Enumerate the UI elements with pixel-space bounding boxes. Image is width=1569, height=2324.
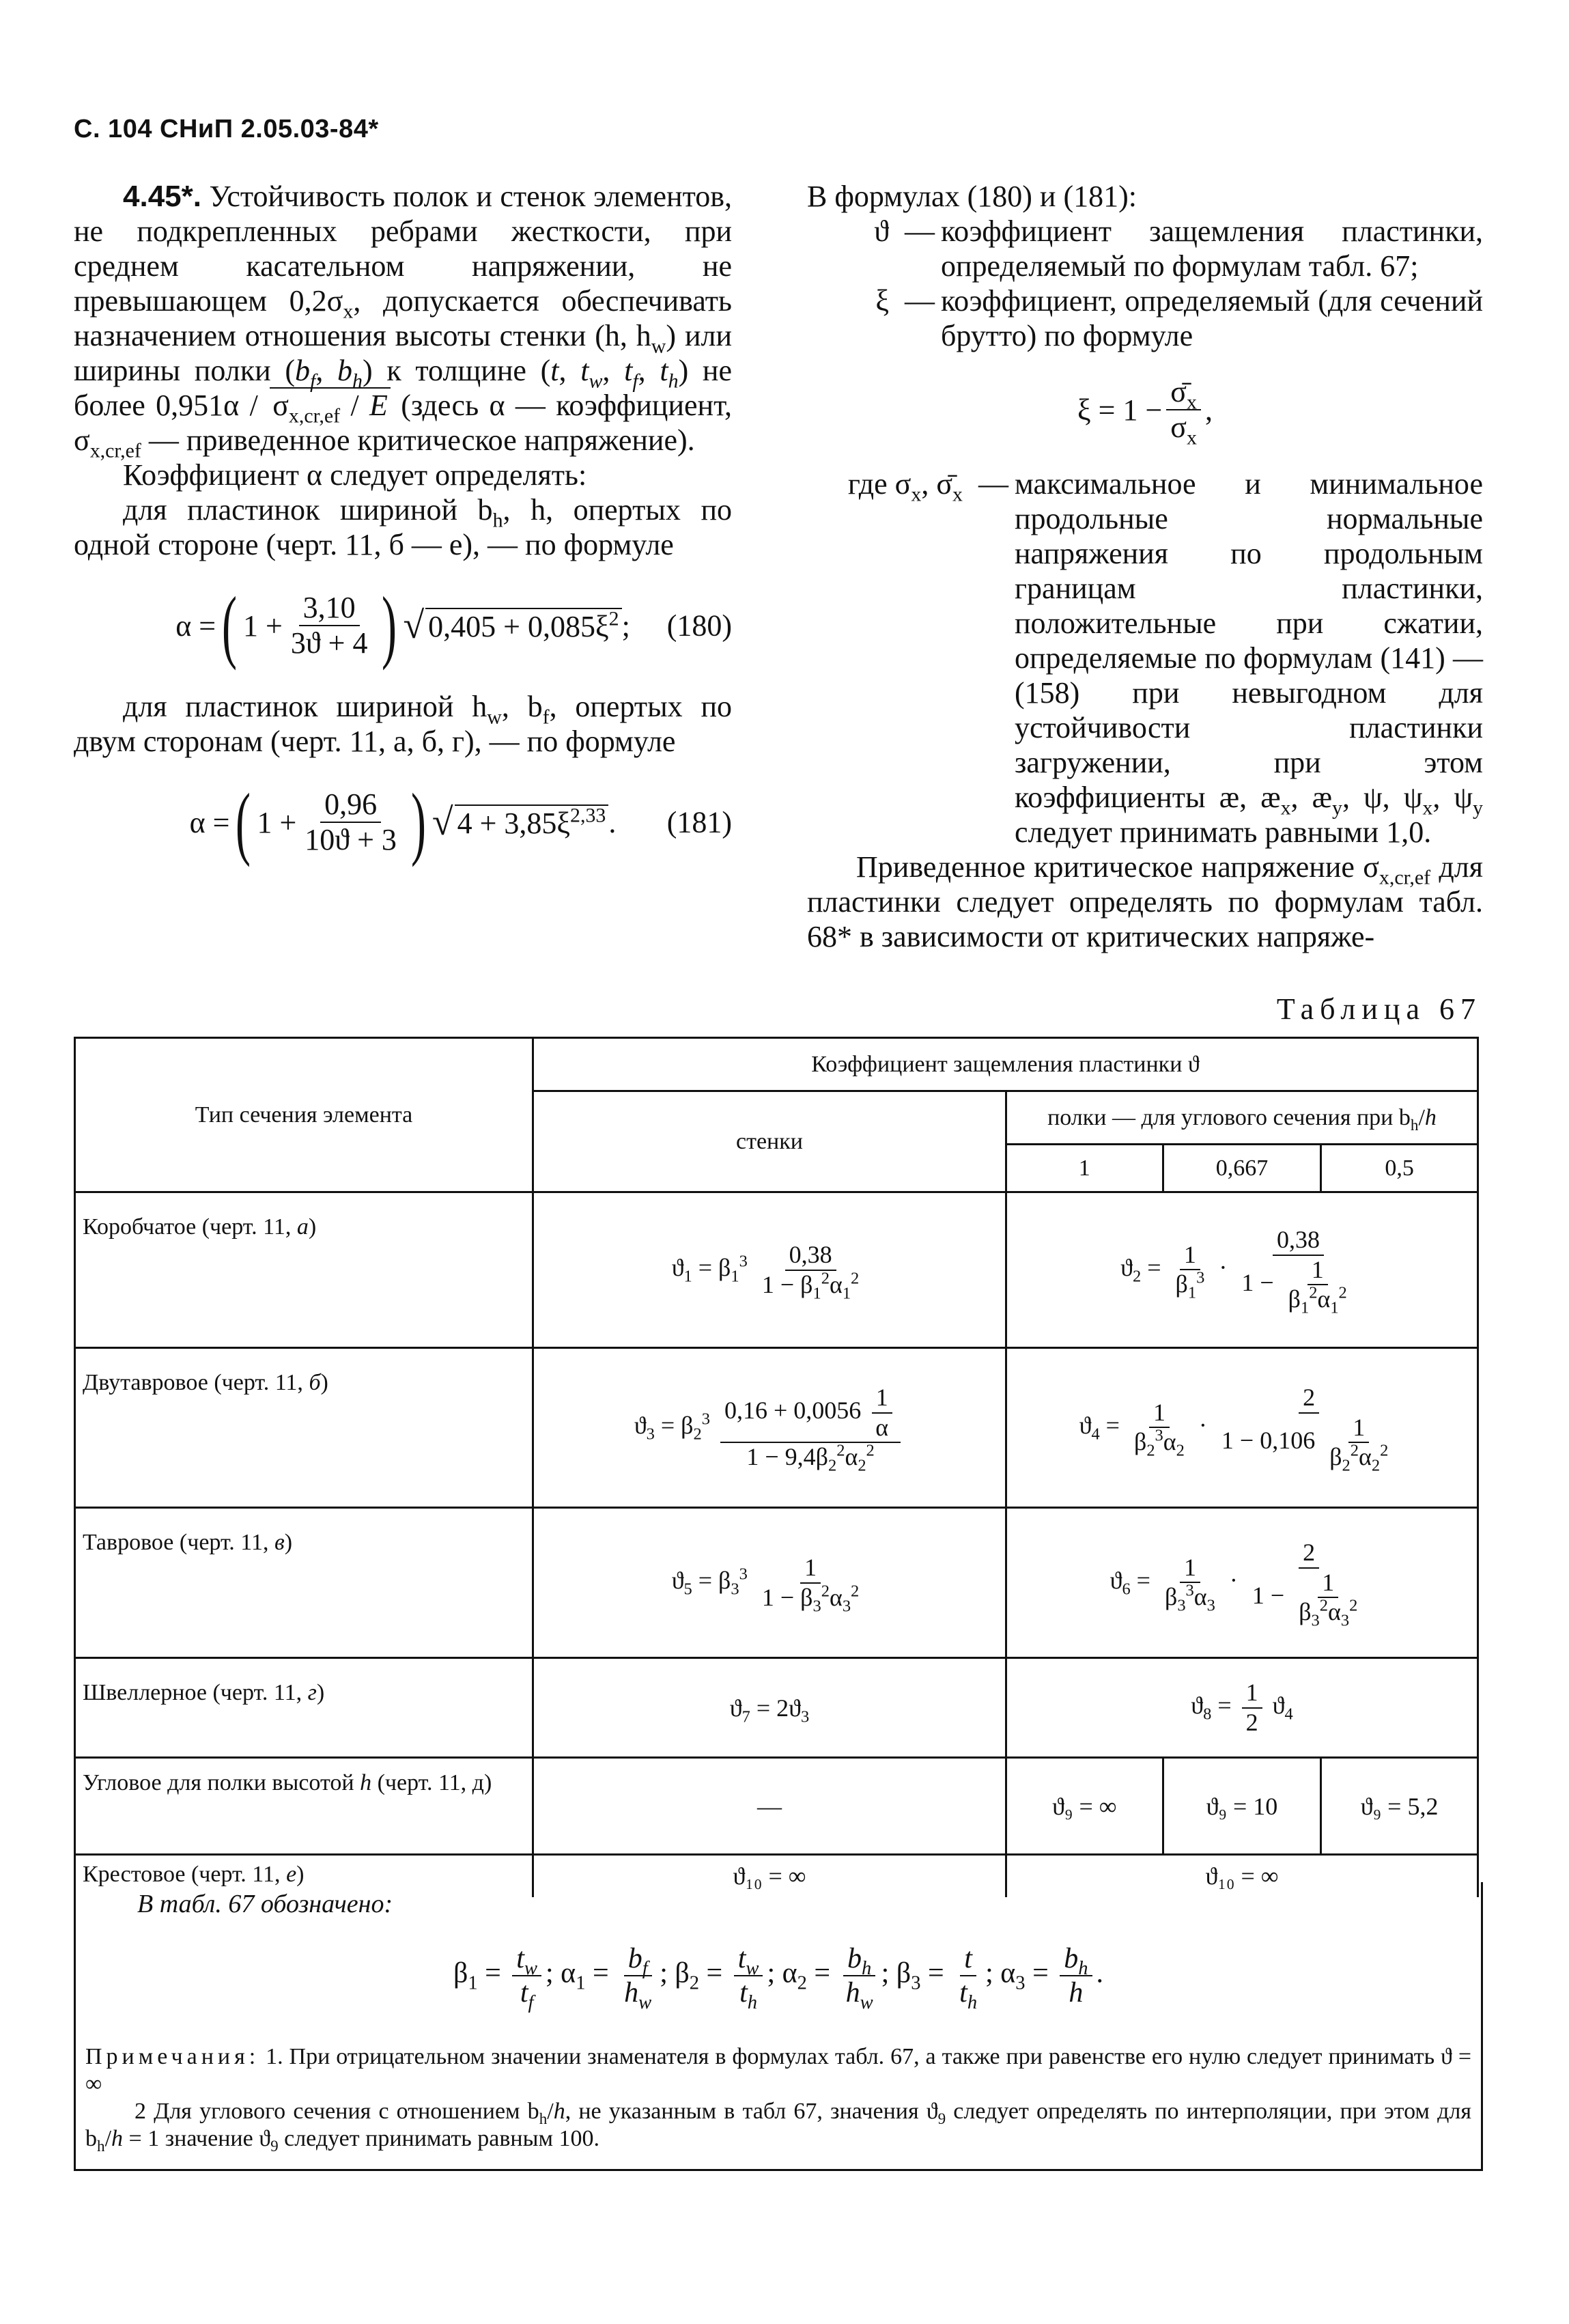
row-type: Угловое для полки высотой h (черт. 11, д)	[75, 1758, 533, 1855]
critical-stress-text: Приведенное критическое напряжение $\sigma_{x,cr,ef}$ для пластинки следует определять по формулам табл. 68* в зависимости от критических напряже-	[807, 850, 1483, 953]
two-sides-text: для пластинок шириной $h_w$, $b_f$, опертых по двум сторонам (черт. 11, а, б, г), — по формуле	[74, 690, 732, 758]
def-sigma: где $\sigma_x$, $\sigmā_x$ — максимальное и минимальное продольные нормальные напряжения по продольным границам пластинки, положительные при сжатии, определяемые по формулам (141) — (158) при невыгодном для устойчивости пластинки загружении, при этом коэффициенты æ, $æ_x$, $æ_y$, ψ, $\psi_x$, $\psi_y$ следует принимать равными 1,0.	[847, 467, 1483, 849]
formula-180: α = ( 1 + $\frac{3,10}{3ϑ + 4}$ ) √ $0,405 + 0,085\xi^2$ ; (180)	[175, 580, 732, 671]
def-xi: ξ — коэффициент, определяемый (для сечений брутто) по формуле	[875, 284, 1483, 352]
formula-theta4: $ϑ_4$ = $\frac{1}{\beta_2^3\alpha_2}$ · 2 1 − 0,106 $\frac{1}{\beta_2^2\alpha_2^2}$	[1006, 1348, 1478, 1508]
formulas-intro: В формулах (180) и (181):	[807, 180, 1137, 213]
clause-4-45: 4.45*. Устойчивость полок и стенок элементов, не подкрепленных ребрами жесткости, при среднем касательном напряжении, не превышающем $0,2\sigma_x$, допускается обеспечивать назначением отношения высоты стенки (h, $h_w$) или ширины полки ($b_f$, $b_h$) к толщине (t, $t_w$, $t_f$, $t_h$) не более $0,951\alpha / \sigma_{x,cr,ef}$ / E (здесь α — коэффициент, $\sigma_{x,cr,ef}$ — приведенное критическое напряжение).	[74, 180, 733, 462]
table-67	[74, 1037, 1479, 1897]
row-box	[75, 1192, 1478, 1348]
angle-web-dash: —	[533, 1758, 1006, 1855]
formula-theta2: $ϑ_2$ = $\frac{1}{\beta_1^3}$ · 0,38 1 − $\frac{1}{\beta_1^2\alpha_1^2}$	[1006, 1192, 1478, 1348]
notation-heading: В табл. 67 обозначено:	[137, 1890, 393, 1918]
row-channel	[75, 1658, 1478, 1758]
formula-theta1: $ϑ_1 = \beta_1^3$ $\frac{0,38}{1 - \beta_1^2\alpha_1^2}$	[533, 1192, 1006, 1348]
theta9-0667: ϑ₉ = 10	[1163, 1758, 1321, 1855]
one-side-text: для пластинок шириной $b_h$, h, опертых по одной стороне (черт. 11, б — е), — по формуле	[74, 493, 732, 561]
notes-text	[85, 2043, 1471, 2156]
formula-181: α = ( 1 + $\frac{0,96}{10ϑ + 3}$ ) √ $4 + 3,85\xi^{2,33}$ . (181)	[189, 776, 732, 867]
definitions	[807, 214, 1483, 353]
note-2: 2 Для углового сечения с отношением $b_h/h$, не указанным в табл 67, значения $ϑ_9$ следует определять по интерполяции, при этом для $b_h/h = 1$ значение $ϑ_9$ следует принимать равным 100.	[85, 2099, 1471, 2156]
def-theta: ϑ — коэффициент защемления пластинки, определяемый по формулам табл. 67;	[874, 214, 1483, 283]
formula-theta6: $ϑ_6$ = $\frac{1}{\beta_3^3\alpha_3}$ · 2 1 − $\frac{1}{\beta_3^2\alpha_3^2}$	[1006, 1508, 1478, 1658]
formula-theta5: $ϑ_5 = \beta_3^3$ $\frac{1}{1 - \beta_3^2\alpha_3^2}$	[533, 1508, 1006, 1658]
left-column	[74, 179, 732, 886]
header-type: Тип сечения элемента	[75, 1038, 533, 1192]
table-caption: Таблица 67	[1276, 992, 1482, 1026]
table-notes	[74, 1882, 1483, 2171]
ratio-0667: 0,667	[1163, 1145, 1321, 1192]
formula-180-number: (180)	[666, 608, 732, 643]
alpha-intro: Коэффициент α следует определять:	[123, 458, 587, 492]
row-angle	[75, 1758, 1478, 1855]
header-web: стенки	[533, 1091, 1006, 1192]
note-1: Примечания: 1. При отрицательном значении знаменателя в формулах табл. 67, а также при равенстве его нулю следует принимать ϑ = ∞	[85, 2044, 1471, 2097]
notation-formula: $\beta_1$ = $\frac{t_w}{t_f}$ ; $\alpha_1$ = $\frac{b_f}{h_w}$ ; $\beta_2$ = $\frac{t_w}{t_h}$ ; $\alpha_2$ = $\frac{b_h}{h_w}$ ; $\beta_3$ = $\frac{t}{t_h}$ ; $\alpha_3$ = $\frac{b_h}{h}$ .	[453, 1943, 1104, 2014]
row-type: Крестовое (черт. 11, е)	[75, 1855, 533, 1897]
header-flange: полки — для углового сечения при $b_h/h$	[1006, 1091, 1478, 1145]
ratio-05: 0,5	[1321, 1145, 1478, 1192]
row-ibeam	[75, 1348, 1478, 1508]
row-type: Двутавровое (черт. 11, б)	[75, 1348, 533, 1508]
right-column	[807, 179, 1483, 954]
header-coef: Коэффициент защемления пластинки ϑ	[533, 1038, 1478, 1091]
theta9-05: ϑ₉ = 5,2	[1321, 1758, 1478, 1855]
row-tee	[75, 1508, 1478, 1658]
formula-xi: ξ = 1 − $\frac{\sigmā_x}{\sigma_x}$ ,	[1077, 374, 1213, 449]
formula-181-number: (181)	[666, 805, 732, 839]
theta10-flange: ϑ₁₀ = ∞	[1006, 1855, 1478, 1897]
theta9-1: ϑ₉ = ∞	[1006, 1758, 1163, 1855]
ratio-1: 1	[1006, 1145, 1163, 1192]
row-type: Коробчатое (черт. 11, а)	[75, 1192, 533, 1348]
theta10-web: ϑ₁₀ = ∞	[533, 1855, 1006, 1897]
row-type: Швеллерное (черт. 11, г)	[75, 1658, 533, 1758]
formula-theta7: $ϑ_7 = 2ϑ_3$	[533, 1658, 1006, 1758]
formula-theta8: $ϑ_8$ = $\frac{1}{2}$ $ϑ_4$	[1006, 1658, 1478, 1758]
formula-theta3: $ϑ_3 = \beta_2^3$ 0,16 + 0,0056 $\frac{1}{\alpha}$ $1 - 9,4\beta_2^2\alpha_2^2$	[533, 1348, 1006, 1508]
page-header: С. 104 СНиП 2.05.03-84*	[74, 115, 379, 143]
row-type: Тавровое (черт. 11, в)	[75, 1508, 533, 1658]
